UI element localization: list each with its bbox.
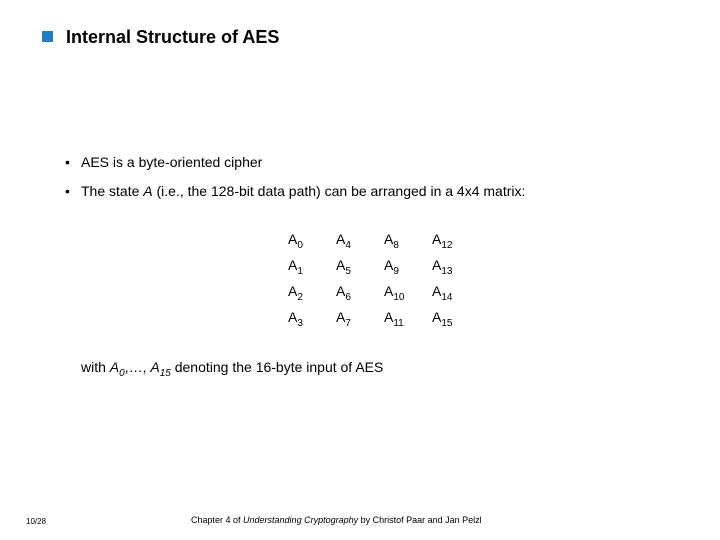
page-number: 10/28	[26, 517, 47, 526]
bullet-item-1	[64, 152, 525, 173]
matrix-cell: $A_8$	[384, 231, 399, 251]
bullet-list	[64, 152, 525, 210]
matrix-row	[280, 280, 472, 306]
matrix-row	[280, 254, 472, 280]
matrix-cell: $A_{12}$	[432, 231, 453, 251]
matrix-cell: $A_{13}$	[432, 257, 453, 277]
bullet-text-variable: A	[143, 183, 153, 199]
matrix-cell: $A_6$	[336, 283, 351, 303]
bullet-dot-icon: •	[65, 154, 70, 170]
matrix-cell: $A_{15}$	[432, 309, 453, 329]
bullet-text: AES is a byte-oriented cipher	[81, 154, 263, 170]
title-square-bullet-icon	[42, 31, 53, 42]
bullet-text-after: (i.e., the 128-bit data path) can be arranged in a 4x4 matrix:	[152, 183, 526, 199]
footer-citation: Chapter 4 of Understanding Cryptography by Christof Paar and Jan Pelzl	[191, 515, 482, 525]
matrix-cell: $A_{10}$	[384, 283, 405, 303]
matrix-cell: $A_{11}$	[384, 309, 404, 329]
matrix-cell: $A_2$	[288, 283, 303, 303]
matrix-cell: $A_1$	[288, 257, 303, 277]
bullet-dot-icon: •	[65, 183, 70, 199]
bullet-text-before: The state	[81, 183, 144, 199]
matrix-cell: $A_7$	[336, 309, 351, 329]
matrix-cell: $A_5$	[336, 257, 351, 277]
matrix-note: with $A_0,\dots$, $A_{15}$ denoting the 16-byte input of AES	[81, 359, 384, 379]
matrix-cell: $A_3$	[288, 309, 303, 329]
matrix-cell: $A_0$	[288, 231, 303, 251]
matrix-cell: $A_9$	[384, 257, 399, 277]
matrix-row	[280, 228, 472, 254]
matrix-cell: $A_4$	[336, 231, 351, 251]
page-title: Internal Structure of AES	[66, 27, 280, 47]
matrix-cell: $A_{14}$	[432, 283, 453, 303]
bullet-item-2	[64, 181, 525, 202]
state-matrix	[280, 228, 472, 332]
matrix-row	[280, 306, 472, 332]
